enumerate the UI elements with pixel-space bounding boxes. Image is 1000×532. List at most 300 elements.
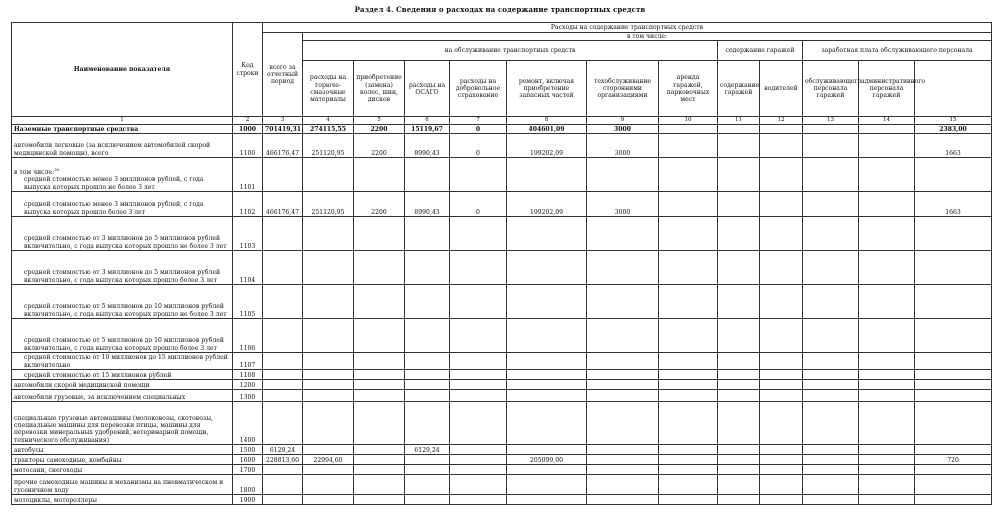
cell-garage-upkeep bbox=[718, 390, 760, 402]
cell-drivers bbox=[760, 134, 803, 158]
cell-osago: 6129,24 bbox=[405, 445, 450, 455]
row-name: Наземные транспортные средства bbox=[12, 125, 233, 134]
table-row bbox=[12, 285, 992, 319]
cell-admin-staff bbox=[859, 125, 915, 134]
table-row bbox=[12, 134, 992, 158]
cell-tax bbox=[915, 390, 992, 402]
row-name: средней стоимостью от 3 миллионов до 5 миллионов рублей включительно, с года выпуска которых прошло не более 3 лет bbox=[12, 217, 233, 251]
header-expenses-group: Расходы на содержание транспортных средств bbox=[263, 23, 992, 33]
cell-osago bbox=[405, 319, 450, 353]
cell-garage-staff bbox=[803, 319, 859, 353]
row-name: тракторы самоходные, комбайны bbox=[12, 455, 233, 465]
column-number: 5 bbox=[354, 117, 405, 125]
cell-garage-staff bbox=[803, 353, 859, 370]
cell-osago bbox=[405, 380, 450, 390]
cell-garage-staff bbox=[803, 465, 859, 475]
cell-garage-upkeep bbox=[718, 455, 760, 465]
cell-osago bbox=[405, 402, 450, 445]
cell-garage-upkeep bbox=[718, 319, 760, 353]
cell-garage-rent bbox=[659, 455, 718, 465]
cell-total bbox=[263, 251, 303, 285]
row-name: прочие самоходные машины и механизмы на пневматическом и гусеничном ходу bbox=[12, 475, 233, 495]
row-name: автомобили скорой медицинской помощи bbox=[12, 380, 233, 390]
cell-repair: 199202,09 bbox=[507, 134, 587, 158]
header-repair: ремонт, включая приобретение запасных частей bbox=[507, 61, 587, 117]
cell-osago bbox=[405, 285, 450, 319]
header-garage-rent: аренда гаражей, парковочных мест bbox=[659, 61, 718, 117]
cell-garage-upkeep bbox=[718, 445, 760, 455]
table-row bbox=[12, 455, 992, 465]
cell-garage-rent bbox=[659, 134, 718, 158]
cell-garage-upkeep bbox=[718, 402, 760, 445]
cell-total bbox=[263, 475, 303, 495]
header-service-group: на обслуживание транспортных средств bbox=[303, 41, 718, 61]
cell-garage-upkeep bbox=[718, 465, 760, 475]
header-drivers: водителей bbox=[760, 61, 803, 117]
cell-maintenance bbox=[587, 158, 659, 192]
cell-repair bbox=[507, 390, 587, 402]
cell-voluntary bbox=[450, 402, 507, 445]
cell-voluntary bbox=[450, 217, 507, 251]
cell-tax bbox=[915, 380, 992, 390]
cell-osago: 15119,67 bbox=[405, 125, 450, 134]
cell-garage-rent bbox=[659, 475, 718, 495]
table-row bbox=[12, 125, 992, 134]
table-row bbox=[12, 465, 992, 475]
cell-tax: 2383,00 bbox=[915, 125, 992, 134]
cell-wheels bbox=[354, 465, 405, 475]
cell-fuel bbox=[303, 370, 354, 380]
table-row bbox=[12, 251, 992, 285]
cell-maintenance bbox=[587, 285, 659, 319]
cell-fuel bbox=[303, 251, 354, 285]
cell-garage-rent bbox=[659, 445, 718, 455]
cell-osago bbox=[405, 495, 450, 505]
table-row bbox=[12, 353, 992, 370]
cell-garage-staff bbox=[803, 402, 859, 445]
column-number: 14 bbox=[859, 117, 915, 125]
cell-total: 701419,31 bbox=[263, 125, 303, 134]
cell-maintenance: 3000 bbox=[587, 134, 659, 158]
cell-maintenance bbox=[587, 370, 659, 380]
cell-voluntary bbox=[450, 380, 507, 390]
row-name: средней стоимостью от 15 миллионов рублей bbox=[12, 370, 233, 380]
cell-repair bbox=[507, 380, 587, 390]
cell-osago: 8990,43 bbox=[405, 192, 450, 217]
cell-garage-staff bbox=[803, 251, 859, 285]
cell-maintenance bbox=[587, 475, 659, 495]
expenses-table bbox=[11, 22, 992, 505]
row-code: 1103 bbox=[233, 217, 263, 251]
cell-tax bbox=[915, 370, 992, 380]
cell-garage-staff bbox=[803, 475, 859, 495]
header-code: Код строки bbox=[233, 23, 263, 117]
cell-garage-rent bbox=[659, 353, 718, 370]
cell-wheels bbox=[354, 455, 405, 465]
cell-admin-staff bbox=[859, 445, 915, 455]
cell-repair bbox=[507, 475, 587, 495]
cell-admin-staff bbox=[859, 217, 915, 251]
cell-voluntary bbox=[450, 465, 507, 475]
row-code: 1500 bbox=[233, 445, 263, 455]
row-code: 1800 bbox=[233, 475, 263, 495]
column-number: 15 bbox=[915, 117, 992, 125]
cell-total bbox=[263, 158, 303, 192]
row-name: автобусы bbox=[12, 445, 233, 455]
column-number: 8 bbox=[507, 117, 587, 125]
cell-tax: 1663 bbox=[915, 134, 992, 158]
column-number: 11 bbox=[718, 117, 760, 125]
cell-voluntary bbox=[450, 158, 507, 192]
cell-garage-staff bbox=[803, 495, 859, 505]
row-name: автомобили грузовые, за исключением специальных bbox=[12, 390, 233, 402]
cell-wheels bbox=[354, 285, 405, 319]
row-name: мотосани, снегоходы bbox=[12, 465, 233, 475]
cell-wheels bbox=[354, 217, 405, 251]
cell-repair: 404601,09 bbox=[507, 125, 587, 134]
cell-admin-staff bbox=[859, 134, 915, 158]
cell-drivers bbox=[760, 445, 803, 455]
header-admin-staff: административного персонала гаражей bbox=[859, 61, 915, 117]
cell-maintenance: 3000 bbox=[587, 125, 659, 134]
cell-voluntary: 0 bbox=[450, 134, 507, 158]
cell-total bbox=[263, 380, 303, 390]
cell-osago bbox=[405, 390, 450, 402]
cell-fuel bbox=[303, 475, 354, 495]
cell-drivers bbox=[760, 380, 803, 390]
cell-fuel: 251120,95 bbox=[303, 134, 354, 158]
cell-drivers bbox=[760, 390, 803, 402]
cell-tax bbox=[915, 353, 992, 370]
cell-tax bbox=[915, 158, 992, 192]
cell-wheels bbox=[354, 495, 405, 505]
cell-admin-staff bbox=[859, 465, 915, 475]
cell-admin-staff bbox=[859, 390, 915, 402]
cell-garage-upkeep bbox=[718, 353, 760, 370]
table-body bbox=[12, 125, 992, 505]
cell-maintenance: 3000 bbox=[587, 192, 659, 217]
cell-wheels bbox=[354, 370, 405, 380]
cell-fuel bbox=[303, 380, 354, 390]
cell-total bbox=[263, 285, 303, 319]
cell-garage-staff bbox=[803, 285, 859, 319]
row-code: 1108 bbox=[233, 370, 263, 380]
cell-drivers bbox=[760, 217, 803, 251]
cell-total: 466176,47 bbox=[263, 134, 303, 158]
cell-wheels bbox=[354, 319, 405, 353]
cell-admin-staff bbox=[859, 380, 915, 390]
cell-repair: 205099,00 bbox=[507, 455, 587, 465]
row-code: 1107 bbox=[233, 353, 263, 370]
cell-voluntary bbox=[450, 353, 507, 370]
cell-admin-staff bbox=[859, 455, 915, 465]
cell-garage-upkeep bbox=[718, 475, 760, 495]
cell-total bbox=[263, 465, 303, 475]
column-number: 4 bbox=[303, 117, 354, 125]
column-number: 1 bbox=[12, 117, 233, 125]
row-code: 1102 bbox=[233, 192, 263, 217]
column-number: 3 bbox=[263, 117, 303, 125]
header-garage-upkeep: содержание гаражей bbox=[718, 61, 760, 117]
table-row bbox=[12, 158, 992, 192]
table-row bbox=[12, 475, 992, 495]
cell-admin-staff bbox=[859, 285, 915, 319]
cell-repair bbox=[507, 217, 587, 251]
cell-osago bbox=[405, 158, 450, 192]
cell-fuel bbox=[303, 285, 354, 319]
cell-fuel: 274115,55 bbox=[303, 125, 354, 134]
cell-garage-staff bbox=[803, 455, 859, 465]
header-fuel: расходы на горюче-смазочные материалы bbox=[303, 61, 354, 117]
cell-total: 466176,47 bbox=[263, 192, 303, 217]
cell-repair bbox=[507, 370, 587, 380]
header-voluntary: расходы на добровольное страхование bbox=[450, 61, 507, 117]
cell-garage-upkeep bbox=[718, 370, 760, 380]
column-numbers-row bbox=[12, 117, 992, 125]
table-row bbox=[12, 390, 992, 402]
cell-fuel bbox=[303, 217, 354, 251]
header-total: всего за отчетный период bbox=[263, 33, 303, 117]
row-code: 1300 bbox=[233, 390, 263, 402]
row-name: автомобили легковые (за исключением автомобилей скорой медицинской помощи), всего bbox=[12, 134, 233, 158]
cell-garage-upkeep bbox=[718, 380, 760, 390]
cell-tax bbox=[915, 319, 992, 353]
cell-garage-staff bbox=[803, 125, 859, 134]
cell-wheels bbox=[354, 380, 405, 390]
cell-maintenance bbox=[587, 390, 659, 402]
cell-drivers bbox=[760, 495, 803, 505]
cell-drivers bbox=[760, 475, 803, 495]
cell-fuel bbox=[303, 319, 354, 353]
table-row bbox=[12, 370, 992, 380]
cell-voluntary: 0 bbox=[450, 125, 507, 134]
cell-admin-staff bbox=[859, 402, 915, 445]
cell-osago bbox=[405, 475, 450, 495]
cell-total: 228813,60 bbox=[263, 455, 303, 465]
cell-repair: 199202,09 bbox=[507, 192, 587, 217]
cell-drivers bbox=[760, 285, 803, 319]
cell-fuel bbox=[303, 158, 354, 192]
cell-voluntary bbox=[450, 390, 507, 402]
cell-fuel bbox=[303, 445, 354, 455]
column-number: 6 bbox=[405, 117, 450, 125]
cell-total bbox=[263, 319, 303, 353]
row-name: специальные грузовые автомашины (молоковозы, скотовозы, специальные машины для перевозки птицы, машины для перевозки минеральных удобрений, ветеринарной помощи, технического обслуживания) bbox=[12, 402, 233, 445]
header-salary-group: заработная плата обслуживающего персонала bbox=[803, 41, 992, 61]
row-code: 1100 bbox=[233, 134, 263, 158]
cell-tax bbox=[915, 251, 992, 285]
cell-wheels bbox=[354, 390, 405, 402]
row-code: 1600 bbox=[233, 455, 263, 465]
cell-drivers bbox=[760, 192, 803, 217]
cell-total bbox=[263, 402, 303, 445]
cell-wheels bbox=[354, 158, 405, 192]
cell-tax: 1663 bbox=[915, 192, 992, 217]
cell-admin-staff bbox=[859, 319, 915, 353]
cell-wheels: 2200 bbox=[354, 192, 405, 217]
cell-maintenance bbox=[587, 445, 659, 455]
header-maintenance: техобслуживание сторонними организациями bbox=[587, 61, 659, 117]
cell-wheels: 2200 bbox=[354, 134, 405, 158]
cell-garage-rent bbox=[659, 495, 718, 505]
cell-garage-rent bbox=[659, 402, 718, 445]
table-row bbox=[12, 402, 992, 445]
column-number: 13 bbox=[803, 117, 859, 125]
cell-maintenance bbox=[587, 380, 659, 390]
cell-garage-rent bbox=[659, 251, 718, 285]
cell-garage-rent bbox=[659, 370, 718, 380]
cell-wheels bbox=[354, 402, 405, 445]
cell-osago bbox=[405, 217, 450, 251]
header-garage-staff: обслуживающего персонала гаражей bbox=[803, 61, 859, 117]
cell-garage-rent bbox=[659, 125, 718, 134]
cell-maintenance bbox=[587, 455, 659, 465]
cell-maintenance bbox=[587, 402, 659, 445]
cell-tax bbox=[915, 465, 992, 475]
cell-osago bbox=[405, 465, 450, 475]
cell-total bbox=[263, 390, 303, 402]
column-number: 7 bbox=[450, 117, 507, 125]
row-name: средней стоимостью от 10 миллионов до 15 миллионов рублей включительно bbox=[12, 353, 233, 370]
cell-voluntary bbox=[450, 319, 507, 353]
row-name-prefix: в том числе:$^{30}$ bbox=[14, 167, 60, 177]
cell-garage-rent bbox=[659, 465, 718, 475]
row-name: мотоциклы, мотороллеры bbox=[12, 495, 233, 505]
cell-tax bbox=[915, 475, 992, 495]
cell-garage-upkeep bbox=[718, 251, 760, 285]
row-code: 1101 bbox=[233, 158, 263, 192]
table-row bbox=[12, 445, 992, 455]
cell-garage-rent bbox=[659, 158, 718, 192]
cell-total bbox=[263, 495, 303, 505]
cell-osago bbox=[405, 353, 450, 370]
cell-repair bbox=[507, 402, 587, 445]
column-number: 10 bbox=[659, 117, 718, 125]
cell-repair bbox=[507, 445, 587, 455]
cell-garage-staff bbox=[803, 380, 859, 390]
cell-total bbox=[263, 217, 303, 251]
section-title: Раздел 4. Сведения о расходах на содержание транспортных средств bbox=[354, 5, 646, 14]
row-code: 1900 bbox=[233, 495, 263, 505]
table-row bbox=[12, 217, 992, 251]
header-garages-group: содержание гаражей bbox=[718, 41, 803, 61]
cell-tax bbox=[915, 285, 992, 319]
row-code: 1106 bbox=[233, 319, 263, 353]
cell-repair bbox=[507, 319, 587, 353]
cell-admin-staff bbox=[859, 353, 915, 370]
cell-fuel: 22994,60 bbox=[303, 455, 354, 465]
cell-tax bbox=[915, 217, 992, 251]
cell-garage-staff bbox=[803, 370, 859, 380]
cell-garage-rent bbox=[659, 380, 718, 390]
cell-admin-staff bbox=[859, 158, 915, 192]
cell-drivers bbox=[760, 251, 803, 285]
cell-drivers bbox=[760, 465, 803, 475]
cell-total: 6129,24 bbox=[263, 445, 303, 455]
table-row bbox=[12, 192, 992, 217]
cell-voluntary bbox=[450, 455, 507, 465]
cell-repair bbox=[507, 353, 587, 370]
cell-repair bbox=[507, 158, 587, 192]
cell-voluntary bbox=[450, 475, 507, 495]
cell-osago bbox=[405, 251, 450, 285]
cell-tax: 720 bbox=[915, 455, 992, 465]
cell-wheels bbox=[354, 445, 405, 455]
cell-voluntary bbox=[450, 495, 507, 505]
cell-garage-rent bbox=[659, 319, 718, 353]
cell-garage-staff bbox=[803, 192, 859, 217]
cell-repair bbox=[507, 495, 587, 505]
cell-garage-upkeep bbox=[718, 285, 760, 319]
cell-repair bbox=[507, 285, 587, 319]
cell-voluntary bbox=[450, 251, 507, 285]
cell-fuel bbox=[303, 353, 354, 370]
cell-garage-upkeep bbox=[718, 192, 760, 217]
cell-maintenance bbox=[587, 319, 659, 353]
cell-drivers bbox=[760, 455, 803, 465]
column-number: 2 bbox=[233, 117, 263, 125]
table-row bbox=[12, 495, 992, 505]
cell-maintenance bbox=[587, 353, 659, 370]
cell-garage-upkeep bbox=[718, 134, 760, 158]
cell-garage-rent bbox=[659, 192, 718, 217]
cell-drivers bbox=[760, 158, 803, 192]
cell-fuel bbox=[303, 402, 354, 445]
cell-maintenance bbox=[587, 495, 659, 505]
cell-wheels bbox=[354, 353, 405, 370]
cell-admin-staff bbox=[859, 192, 915, 217]
column-number: 9 bbox=[587, 117, 659, 125]
cell-voluntary: 0 bbox=[450, 192, 507, 217]
row-name: средней стоимостью от 5 миллионов до 10 миллионов рублей включительно, с года выпуска которых прошло не более 3 лет bbox=[12, 285, 233, 319]
cell-drivers bbox=[760, 402, 803, 445]
cell-garage-staff bbox=[803, 445, 859, 455]
cell-garage-staff bbox=[803, 390, 859, 402]
cell-fuel bbox=[303, 465, 354, 475]
cell-tax bbox=[915, 495, 992, 505]
table-row bbox=[12, 319, 992, 353]
cell-garage-upkeep bbox=[718, 495, 760, 505]
cell-voluntary bbox=[450, 370, 507, 380]
cell-voluntary bbox=[450, 445, 507, 455]
cell-garage-staff bbox=[803, 134, 859, 158]
cell-admin-staff bbox=[859, 251, 915, 285]
header-wheels: приобретение (замена) колес, шин, дисков bbox=[354, 61, 405, 117]
row-name: средней стоимостью менее 3 миллионов рублей, с года выпуска которых прошло более 3 лет bbox=[12, 192, 233, 217]
footnote-mark: 30 bbox=[54, 167, 60, 173]
cell-tax bbox=[915, 402, 992, 445]
cell-voluntary bbox=[450, 285, 507, 319]
cell-total bbox=[263, 353, 303, 370]
cell-total bbox=[263, 370, 303, 380]
cell-osago bbox=[405, 455, 450, 465]
cell-drivers bbox=[760, 353, 803, 370]
row-name: средней стоимостью от 3 миллионов до 5 миллионов рублей включительно, с года выпуска которых прошло более 3 лет bbox=[12, 251, 233, 285]
cell-maintenance bbox=[587, 465, 659, 475]
cell-fuel bbox=[303, 390, 354, 402]
cell-wheels bbox=[354, 475, 405, 495]
cell-garage-upkeep bbox=[718, 125, 760, 134]
cell-garage-upkeep bbox=[718, 217, 760, 251]
cell-maintenance bbox=[587, 251, 659, 285]
cell-wheels: 2200 bbox=[354, 125, 405, 134]
cell-admin-staff bbox=[859, 370, 915, 380]
row-code: 1105 bbox=[233, 285, 263, 319]
row-name: средней стоимостью от 5 миллионов до 10 миллионов рублей включительно, с года выпуска которых прошло более 3 лет bbox=[12, 319, 233, 353]
cell-repair bbox=[507, 251, 587, 285]
cell-drivers bbox=[760, 125, 803, 134]
cell-drivers bbox=[760, 319, 803, 353]
